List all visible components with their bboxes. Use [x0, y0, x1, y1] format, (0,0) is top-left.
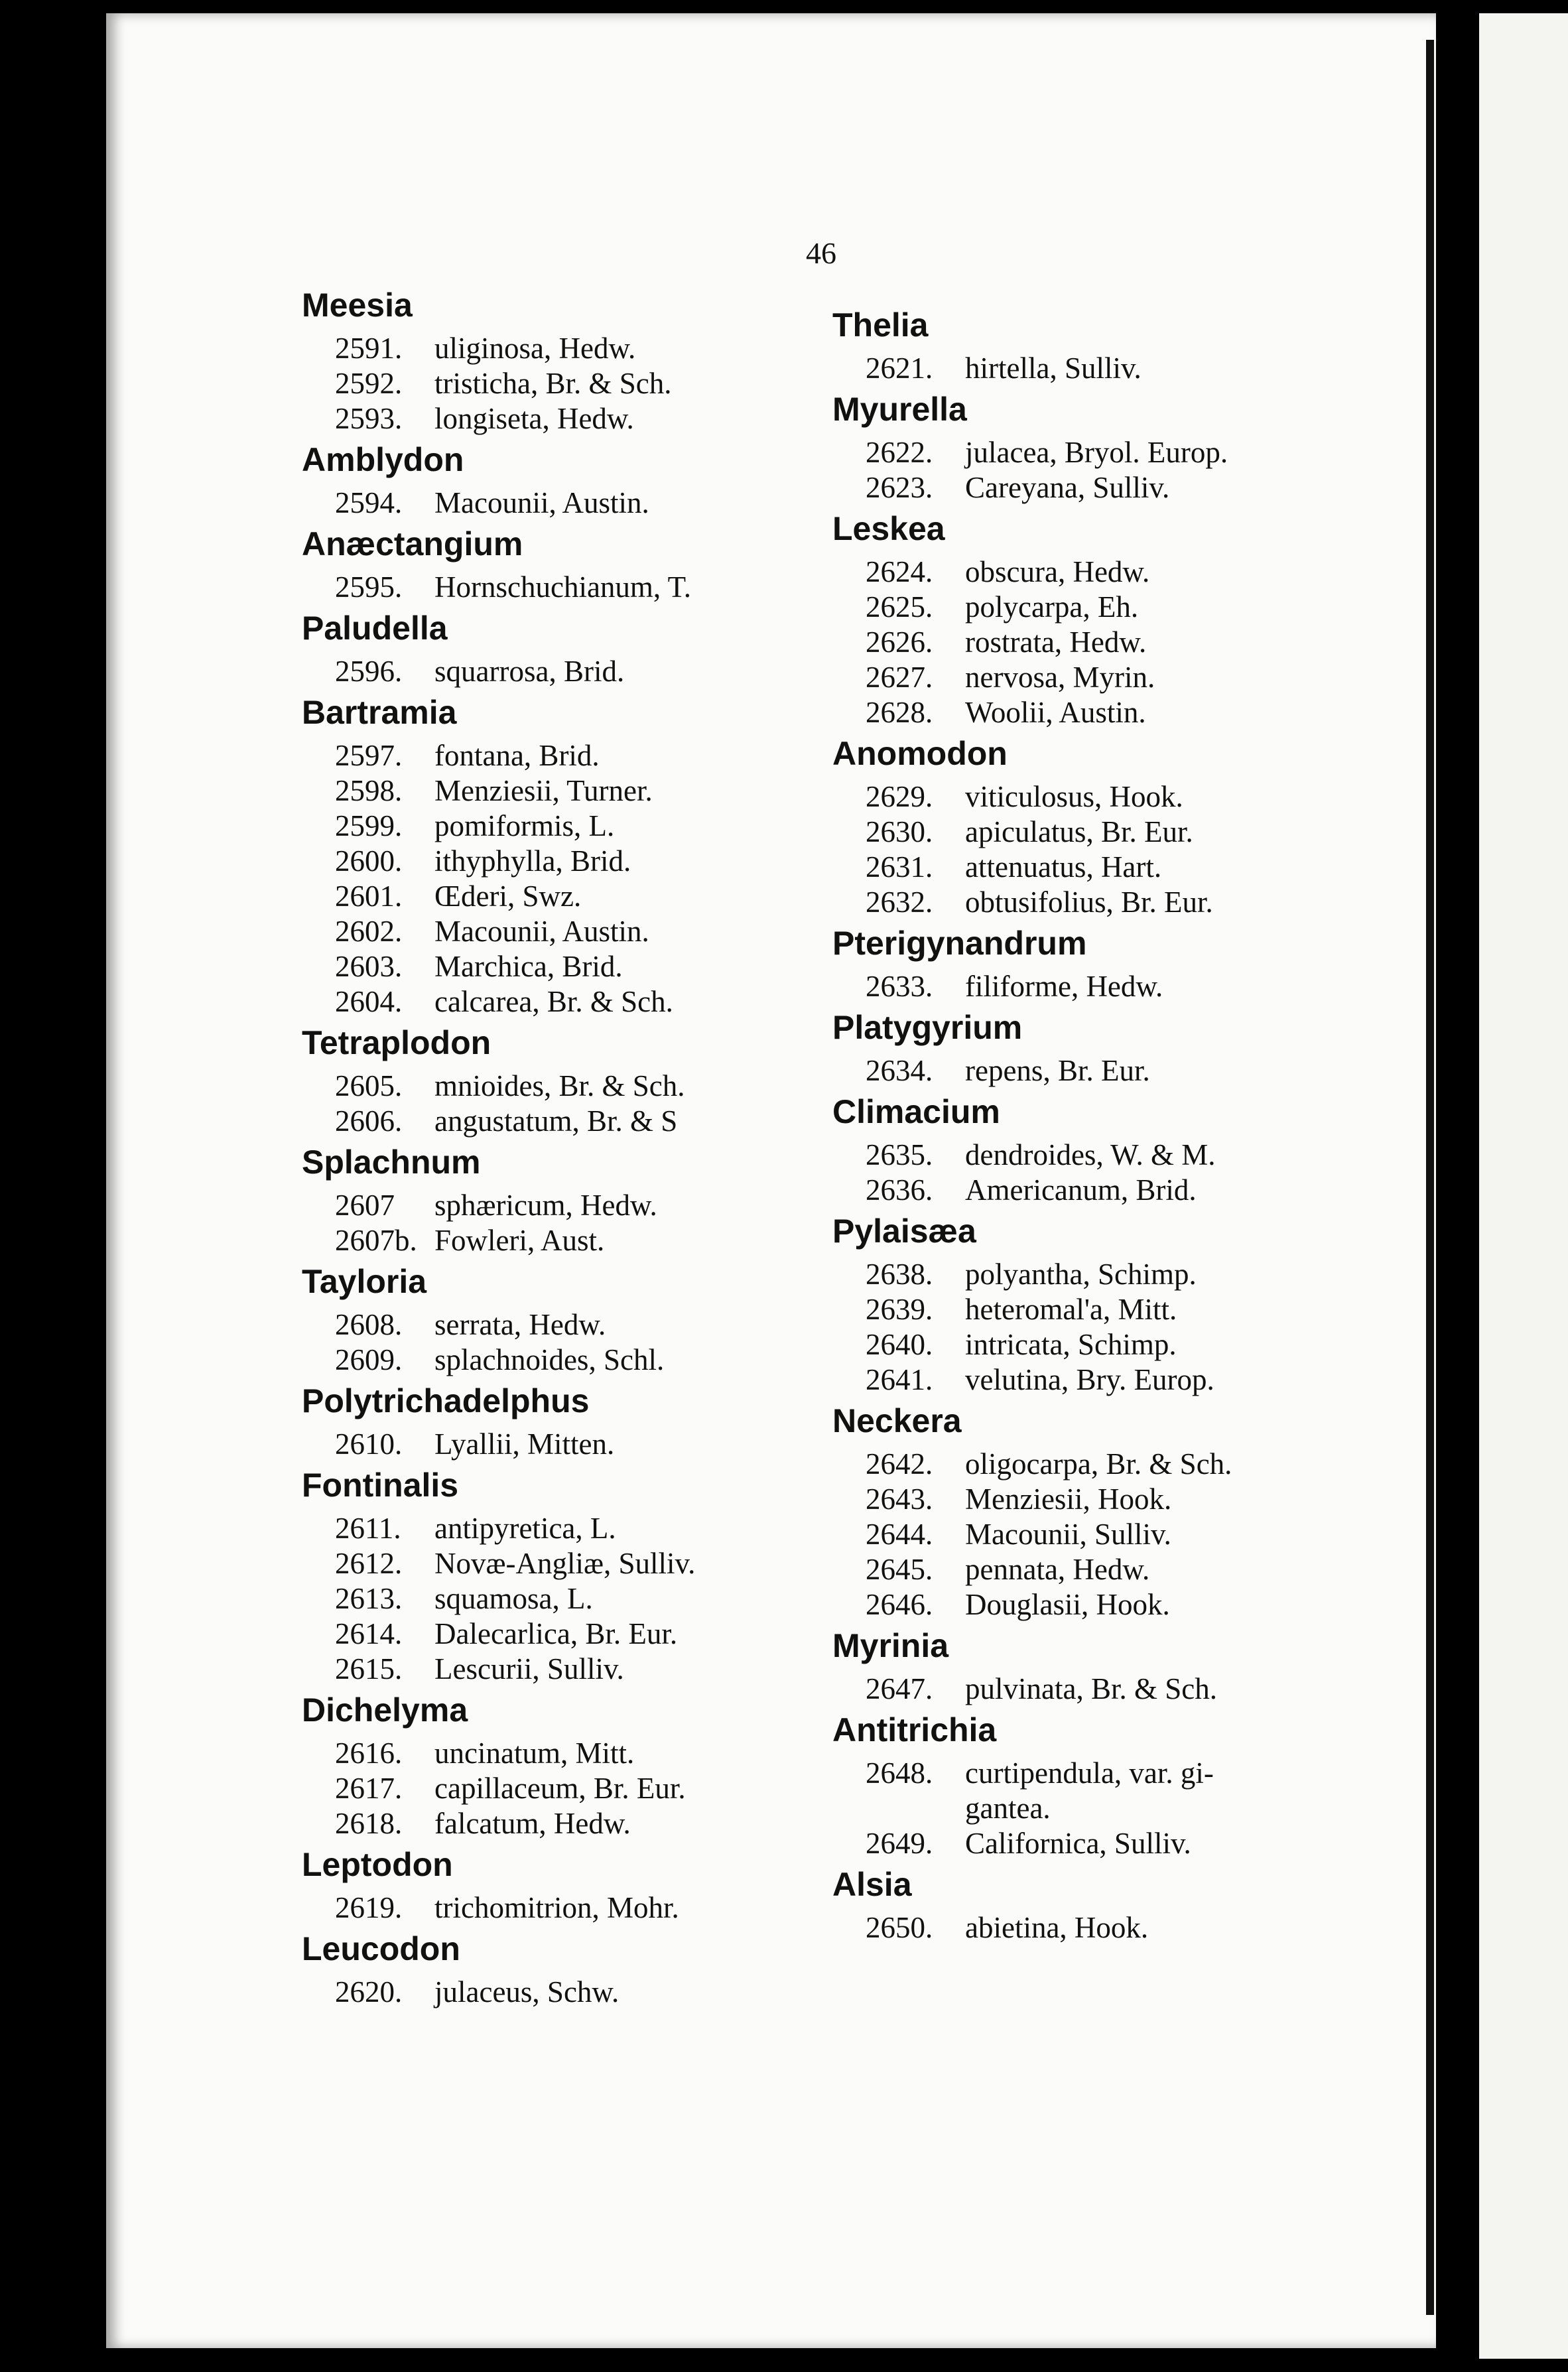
entry-number: 2635. — [866, 1138, 933, 1171]
species-entry — [832, 351, 1323, 386]
species-entry — [832, 1053, 1323, 1088]
genus-heading: Antitrichia — [832, 1711, 997, 1748]
entry-number: 2650. — [866, 1911, 933, 1944]
genus-heading: Paludella — [302, 610, 448, 647]
entry-number: 2604. — [335, 985, 403, 1018]
species-name: polyantha, Schimp. — [965, 1258, 1197, 1291]
species-entry — [302, 738, 806, 773]
genus-heading: Platygyrium — [832, 1009, 1023, 1046]
entry-number: 2593. — [335, 402, 403, 435]
genus-heading: Leucodon — [302, 1930, 460, 1967]
species-name: repens, Br. Eur. — [965, 1054, 1150, 1087]
species-name: curtipendula, var. gi- — [965, 1756, 1214, 1790]
entry-number: 2612. — [335, 1547, 403, 1580]
genus-heading: Tetraplodon — [302, 1024, 491, 1061]
entry-number: 2641. — [866, 1363, 933, 1396]
genus-heading: Alsia — [832, 1866, 912, 1903]
entry-number: 2633. — [866, 970, 933, 1003]
species-entry — [302, 654, 806, 689]
species-name: uliginosa, Hedw. — [434, 332, 636, 365]
species-name: Menziesii, Hook. — [965, 1482, 1172, 1516]
entry-number: 2631. — [866, 850, 933, 884]
species-name: Californica, Sulliv. — [965, 1827, 1191, 1860]
genus-heading: Anæctangium — [302, 525, 523, 562]
species-entry — [832, 1292, 1323, 1327]
species-entry — [302, 1427, 806, 1462]
species-entry — [832, 625, 1323, 660]
species-entry — [832, 1482, 1323, 1517]
genus-heading: Myrinia — [832, 1627, 949, 1664]
entry-number: 2623. — [866, 471, 933, 504]
species-entry — [832, 1552, 1323, 1587]
entry-number: 2645. — [866, 1553, 933, 1586]
species-name: apiculatus, Br. Eur. — [965, 815, 1193, 848]
species-entry — [832, 1173, 1323, 1208]
genus-heading: Leskea — [832, 510, 945, 547]
species-name: Lyallii, Mitten. — [434, 1427, 615, 1461]
species-entry — [302, 809, 806, 844]
genus-heading: Amblydon — [302, 441, 464, 478]
entry-number: 2596. — [335, 655, 403, 688]
species-name: Dalecarlica, Br. Eur. — [434, 1617, 678, 1650]
species-name: Macounii, Austin. — [434, 486, 649, 519]
entry-number: 2648. — [866, 1756, 933, 1790]
entry-number: 2599. — [335, 809, 403, 842]
page-number: 46 — [806, 236, 836, 270]
species-name: Marchica, Brid. — [434, 950, 623, 983]
species-entry — [302, 1343, 806, 1378]
species-name: calcarea, Br. & Sch. — [434, 985, 673, 1018]
entry-number: 2642. — [866, 1447, 933, 1481]
species-entry — [832, 885, 1323, 920]
species-entry — [832, 590, 1323, 625]
species-name: Hornschuchianum, T. — [434, 570, 692, 604]
entry-number: 2639. — [866, 1293, 933, 1326]
species-name: squamosa, L. — [434, 1582, 593, 1615]
entry-number: 2617. — [335, 1772, 403, 1805]
entry-number: 2595. — [335, 570, 403, 604]
species-entry — [302, 1069, 806, 1104]
entry-number: 2594. — [335, 486, 403, 519]
species-name: Lescurii, Sulliv. — [434, 1652, 624, 1685]
entry-number: 2643. — [866, 1482, 933, 1516]
species-entry — [302, 1771, 806, 1806]
species-entry — [832, 660, 1323, 695]
species-name: heteromal'a, Mitt. — [965, 1293, 1177, 1326]
entry-number: 2614. — [335, 1617, 403, 1650]
species-name: rostrata, Hedw. — [965, 626, 1147, 659]
entry-number: 2602. — [335, 915, 403, 948]
species-entry — [832, 815, 1323, 850]
entry-number: 2619. — [335, 1891, 403, 1924]
species-name: intricata, Schimp. — [965, 1328, 1177, 1361]
species-entry — [302, 879, 806, 914]
genus-heading: Splachnum — [302, 1144, 481, 1181]
species-entry — [832, 969, 1323, 1004]
entry-number: 2613. — [335, 1582, 403, 1615]
species-entry — [302, 1307, 806, 1343]
species-name: abietina, Hook. — [965, 1911, 1149, 1944]
genus-heading: Neckera — [832, 1402, 962, 1439]
species-name: tristicha, Br. & Sch. — [434, 367, 672, 400]
genus-heading: Dichelyma — [302, 1691, 468, 1729]
species-entry — [302, 1975, 806, 2010]
page-gutter-shadow — [1426, 40, 1434, 2315]
entry-number: 2621. — [866, 352, 933, 385]
entry-number: 2606. — [335, 1104, 403, 1138]
species-entry — [832, 1327, 1323, 1362]
species-name: ithyphylla, Brid. — [434, 844, 631, 878]
species-entry — [832, 1447, 1323, 1482]
entry-number: 2616. — [335, 1737, 403, 1770]
species-name: Macounii, Austin. — [434, 915, 649, 948]
genus-heading: Tayloria — [302, 1263, 427, 1300]
species-name: uncinatum, Mitt. — [434, 1737, 635, 1770]
species-entry — [832, 1756, 1323, 1791]
species-entry — [832, 1362, 1323, 1398]
species-name: dendroides, W. & M. — [965, 1138, 1216, 1171]
species-entry — [302, 1511, 806, 1546]
species-name: Douglasii, Hook. — [965, 1588, 1170, 1621]
species-name: julacea, Bryol. Europ. — [965, 436, 1228, 469]
entry-number: 2605. — [335, 1069, 403, 1102]
entry-number: 2591. — [335, 332, 403, 365]
species-entry — [302, 1188, 806, 1223]
species-entry — [832, 435, 1323, 470]
species-name: serrata, Hedw. — [434, 1308, 606, 1341]
species-name: Menziesii, Turner. — [434, 774, 653, 807]
species-name: fontana, Brid. — [434, 739, 600, 772]
entry-number: 2629. — [866, 780, 933, 813]
entry-number: 2598. — [335, 774, 403, 807]
species-name: hirtella, Sulliv. — [965, 352, 1142, 385]
entry-number: 2600. — [335, 844, 403, 878]
species-entry — [832, 555, 1323, 590]
entry-number: 2597. — [335, 739, 403, 772]
genus-heading: Meesia — [302, 287, 413, 324]
genus-heading: Leptodon — [302, 1846, 453, 1883]
entry-number: 2615. — [335, 1652, 403, 1685]
genus-heading: Polytrichadelphus — [302, 1382, 590, 1419]
species-entry — [302, 570, 806, 605]
genus-heading: Bartramia — [302, 694, 457, 731]
entry-number: 2628. — [866, 696, 933, 729]
species-name: Novæ-Angliæ, Sulliv. — [434, 1547, 696, 1580]
species-name: antipyretica, L. — [434, 1512, 616, 1545]
entry-number: 2646. — [866, 1588, 933, 1621]
species-name: Fowleri, Aust. — [434, 1224, 605, 1257]
species-name: falcatum, Hedw. — [434, 1807, 631, 1840]
entry-number: 2627. — [866, 661, 933, 694]
entry-number: 2603. — [335, 950, 403, 983]
species-name-continuation: gantea. — [965, 1792, 1051, 1825]
species-name: julaceus, Schw. — [434, 1975, 620, 2009]
entry-number: 2607 — [335, 1189, 395, 1222]
species-entry — [832, 1138, 1323, 1173]
species-entry — [302, 984, 806, 1020]
genus-heading: Myurella — [832, 391, 967, 428]
entry-number: 2647. — [866, 1672, 933, 1705]
entry-number: 2644. — [866, 1518, 933, 1551]
species-entry — [302, 486, 806, 521]
species-entry — [832, 1910, 1323, 1945]
species-entry — [832, 850, 1323, 885]
entry-number: 2618. — [335, 1807, 403, 1840]
species-name: oligocarpa, Br. & Sch. — [965, 1447, 1232, 1481]
right-column — [832, 302, 1323, 1945]
species-entry — [832, 470, 1323, 505]
species-entry — [302, 401, 806, 436]
entry-number: 2609. — [335, 1343, 403, 1376]
species-name: longiseta, Hedw. — [434, 402, 634, 435]
species-name: trichomitrion, Mohr. — [434, 1891, 679, 1924]
entry-number: 2625. — [866, 590, 933, 624]
species-entry — [302, 1581, 806, 1616]
species-name: Americanum, Brid. — [965, 1173, 1197, 1207]
species-name: velutina, Bry. Europ. — [965, 1363, 1214, 1396]
species-name: filiforme, Hedw. — [965, 970, 1163, 1003]
species-entry — [302, 1546, 806, 1581]
species-name: obscura, Hedw. — [965, 555, 1150, 588]
genus-heading: Thelia — [832, 306, 929, 344]
entry-number: 2592. — [335, 367, 403, 400]
species-name: sphæricum, Hedw. — [434, 1189, 657, 1222]
species-name: attenuatus, Hart. — [965, 850, 1162, 884]
species-entry — [302, 366, 806, 401]
species-name: mnioides, Br. & Sch. — [434, 1069, 685, 1102]
species-entry — [832, 1672, 1323, 1707]
species-name: Careyana, Sulliv. — [965, 471, 1170, 504]
genus-heading: Climacium — [832, 1093, 1000, 1130]
species-entry — [302, 1890, 806, 1926]
species-name: viticulosus, Hook. — [965, 780, 1183, 813]
species-name: pulvinata, Br. & Sch. — [965, 1672, 1217, 1705]
entry-number: 2611. — [335, 1512, 401, 1545]
genus-heading: Pterigynandrum — [832, 925, 1087, 962]
entry-number: 2608. — [335, 1308, 403, 1341]
species-name: pomiformis, L. — [434, 809, 615, 842]
species-name: Œderi, Swz. — [434, 880, 582, 913]
species-entry — [302, 1223, 806, 1258]
species-entry — [302, 1736, 806, 1771]
species-entry — [302, 331, 806, 366]
species-entry — [832, 1517, 1323, 1552]
species-name: squarrosa, Brid. — [434, 655, 625, 688]
left-column — [302, 282, 806, 2010]
species-name: angustatum, Br. & S — [434, 1104, 678, 1138]
entry-number: 2610. — [335, 1427, 403, 1461]
species-entry — [832, 1826, 1323, 1861]
entry-number: 2636. — [866, 1173, 933, 1207]
entry-number: 2630. — [866, 815, 933, 848]
species-entry — [302, 914, 806, 949]
entry-number: 2638. — [866, 1258, 933, 1291]
entry-number: 2632. — [866, 886, 933, 919]
entry-number: 2649. — [866, 1827, 933, 1860]
species-name: splachnoides, Schl. — [434, 1343, 665, 1376]
species-name: Woolii, Austin. — [965, 696, 1146, 729]
species-entry — [832, 695, 1323, 730]
species-entry — [832, 779, 1323, 815]
species-name: nervosa, Myrin. — [965, 661, 1155, 694]
species-entry — [832, 1257, 1323, 1292]
species-entry — [302, 1806, 806, 1841]
entry-number: 2607b. — [335, 1224, 417, 1257]
species-name: polycarpa, Eh. — [965, 590, 1139, 624]
species-entry — [302, 844, 806, 879]
facing-page-edge — [1479, 13, 1568, 2359]
species-entry — [302, 773, 806, 809]
genus-heading: Anomodon — [832, 735, 1008, 772]
species-name: obtusifolius, Br. Eur. — [965, 886, 1213, 919]
genus-heading: Fontinalis — [302, 1467, 459, 1504]
entry-number: 2634. — [866, 1054, 933, 1087]
species-entry — [832, 1587, 1323, 1622]
species-name: pennata, Hedw. — [965, 1553, 1150, 1586]
species-entry — [302, 949, 806, 984]
genus-heading: Pylaisæa — [832, 1213, 976, 1250]
species-name: capillaceum, Br. Eur. — [434, 1772, 686, 1805]
species-entry — [302, 1652, 806, 1687]
entry-number: 2626. — [866, 626, 933, 659]
species-name: Macounii, Sulliv. — [965, 1518, 1171, 1551]
entry-number: 2601. — [335, 880, 403, 913]
entry-number: 2622. — [866, 436, 933, 469]
species-entry — [302, 1104, 806, 1139]
entry-number: 2624. — [866, 555, 933, 588]
entry-number: 2640. — [866, 1328, 933, 1361]
species-entry — [302, 1616, 806, 1652]
entry-number: 2620. — [335, 1975, 403, 2009]
